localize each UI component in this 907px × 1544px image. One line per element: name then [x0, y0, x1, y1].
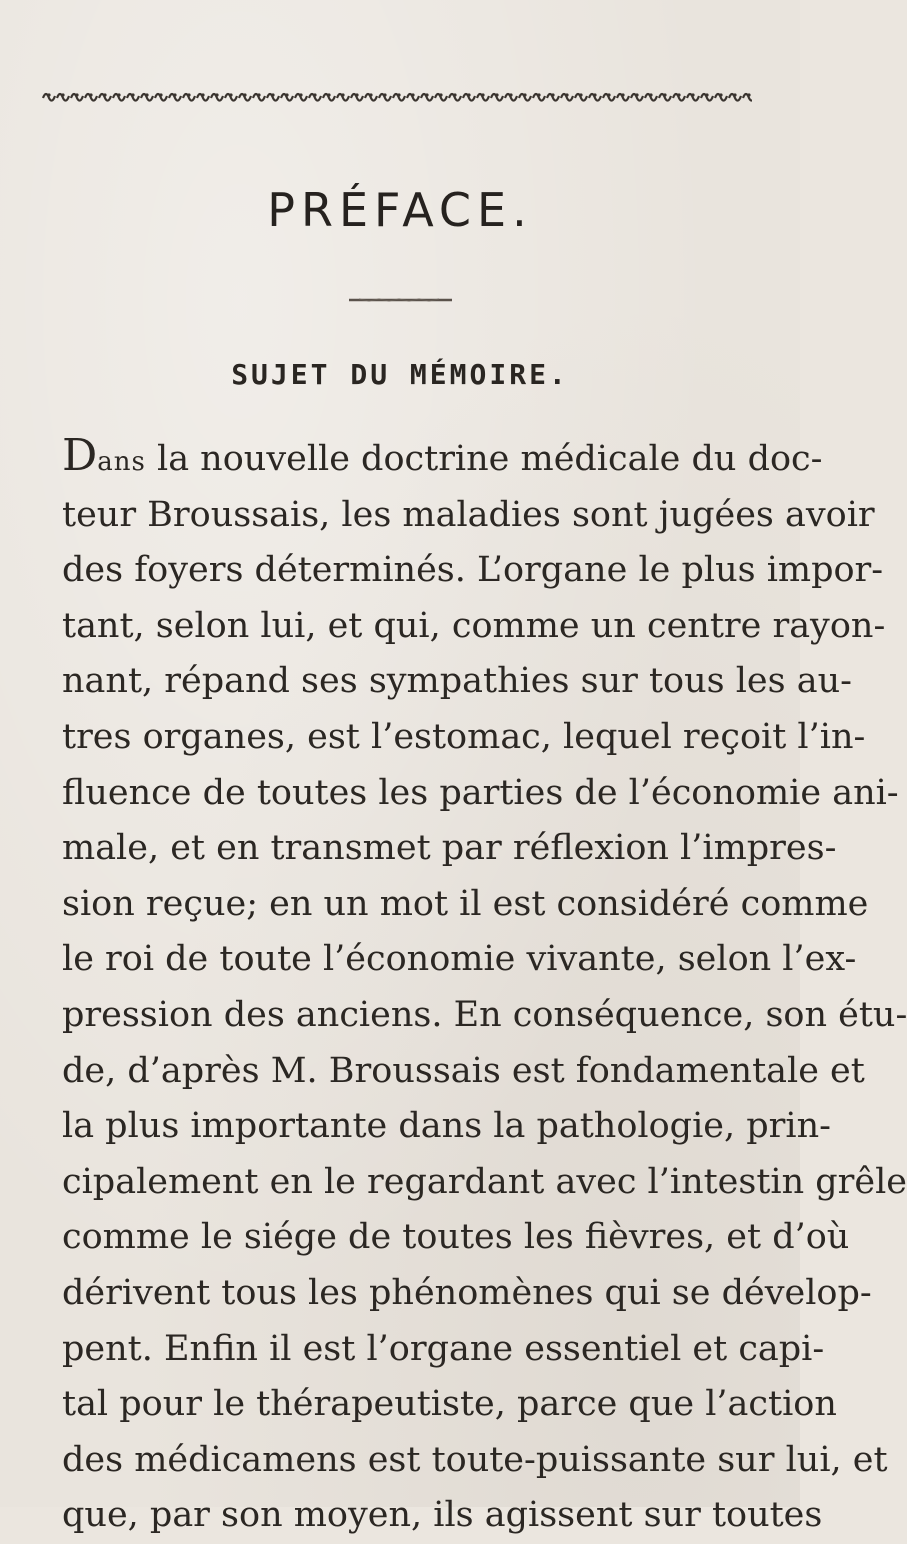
text-line: nant, répand ses sympathies sur tous les au-	[62, 661, 852, 702]
text-line: la plus importante dans la pathologie, prin-	[62, 1106, 831, 1147]
decorative-rule	[349, 297, 452, 303]
text-line: tres organes, est l’estomac, lequel reçoit l’in-	[62, 716, 866, 757]
text-line: teur Broussais, les maladies sont jugées avoir	[62, 494, 875, 535]
text-line: comme le siége de toutes les fièvres, et d’où	[62, 1217, 850, 1258]
text-line: sion reçue; en un mot il est considéré comme	[62, 883, 869, 924]
text-line: dérivent tous les phénomènes qui se dévelop-	[62, 1272, 872, 1313]
section-heading: SUJET DU MÉMOIRE.	[231, 358, 569, 391]
text-line: de, d’après M. Broussais est fondamentale et	[62, 1050, 865, 1091]
drop-cap-continuation: ans	[97, 447, 146, 477]
text-line: male, et en transmet par réflexion l’impres-	[62, 828, 837, 869]
text-line: des foyers déterminés. L’organe le plus impor-	[62, 550, 884, 591]
text-line-1	[62, 430, 823, 488]
text-line: que, par son moyen, ils agissent sur toutes	[62, 1495, 823, 1536]
page-title: PRÉFACE.	[267, 183, 533, 237]
text-line: tal pour le thérapeutiste, parce que l’action	[62, 1384, 837, 1425]
text-line: fluence de toutes les parties de l’économie ani-	[62, 772, 899, 813]
text-line: le roi de toute l’économie vivante, selon l’ex-	[62, 939, 857, 980]
text-line: pression des anciens. En conséquence, son étu-	[62, 994, 907, 1035]
body-paragraph	[62, 430, 907, 1544]
drop-cap: D	[62, 430, 98, 481]
text-line: tant, selon lui, et qui, comme un centre rayon-	[62, 605, 886, 646]
text-line: cipalement en le regardant avec l’intestin grêle	[62, 1161, 907, 1202]
text-line: des médicamens est toute-puissante sur lui, et	[62, 1439, 888, 1480]
text-line: pent. Enfin il est l’organe essentiel et capi-	[62, 1328, 825, 1369]
first-line-text: la nouvelle doctrine médicale du doc-	[145, 439, 823, 479]
ornamental-border	[42, 86, 752, 106]
